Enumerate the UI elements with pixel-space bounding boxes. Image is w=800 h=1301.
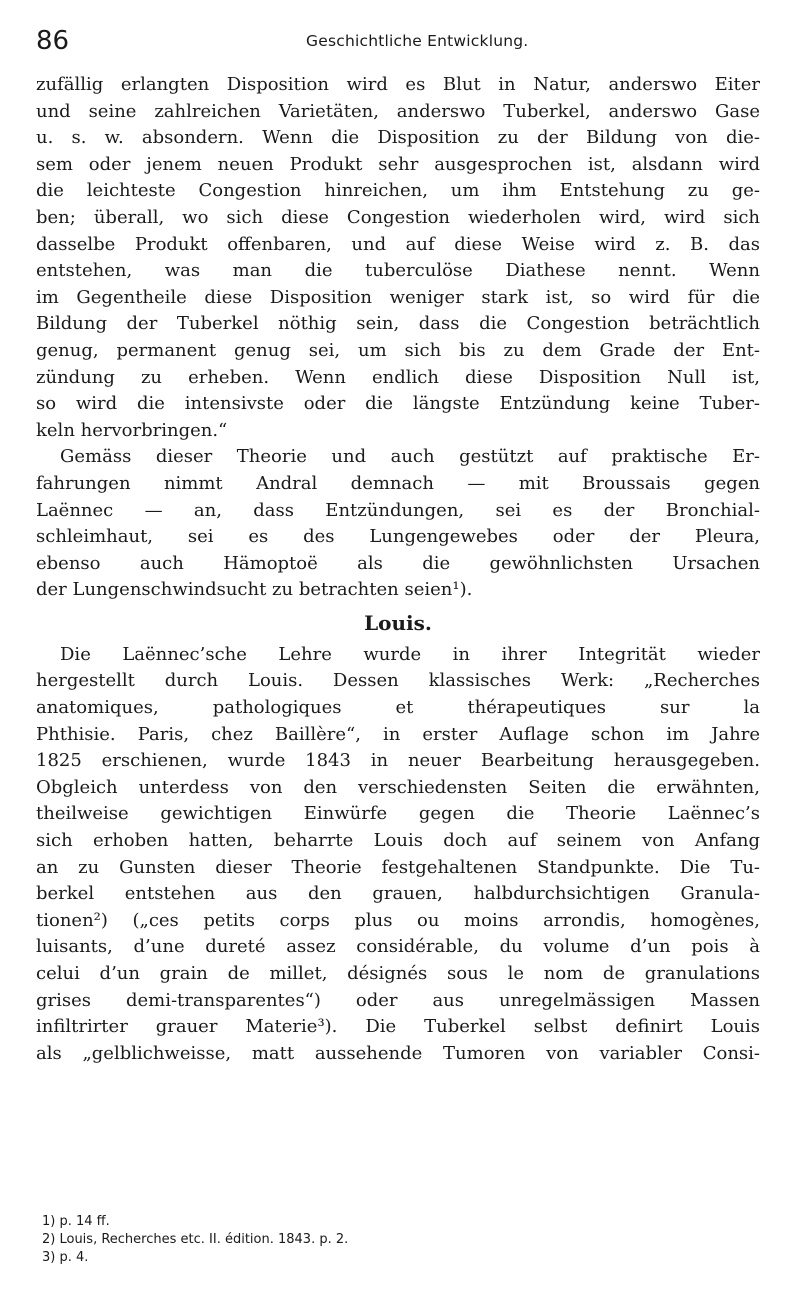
text-line: tionen²) („ces petits corps plus ou moins arrondis, homogènes, xyxy=(36,909,760,931)
text-line: Gemäss dieser Theorie und auch gestützt auf praktische Er- xyxy=(60,446,760,468)
text-line: Obgleich unterdess von den verschiedensten Seiten die erwähnten, xyxy=(36,776,760,798)
paragraph xyxy=(36,444,760,604)
text-line: ben; überall, wo sich diese Congestion wiederholen wird, wird sich xyxy=(36,206,760,228)
text-line: 1825 erschienen, wurde 1843 in neuer Bearbeitung herausgegeben. xyxy=(36,750,760,772)
footnote: 3) p. 4. xyxy=(42,1250,89,1265)
text-line: entstehen, was man die tuberculöse Diathese nennt. Wenn xyxy=(36,260,760,282)
text-line: Die Laënnec’sche Lehre wurde in ihrer Integrität wieder xyxy=(60,643,760,665)
text-line: Laënnec — an, dass Entzündungen, sei es der Bronchial- xyxy=(36,499,760,521)
text-line: genug, permanent genug sei, um sich bis zu dem Grade der Ent- xyxy=(36,339,760,361)
text-line: im Gegentheile diese Disposition weniger stark ist, so wird für die xyxy=(36,286,760,308)
text-line: der Lungenschwindsucht zu betrachten seien¹). xyxy=(36,579,473,601)
text-line: grises demi-transparentes“) oder aus unregelmässigen Massen xyxy=(36,989,760,1011)
text-line: fahrungen nimmt Andral demnach — mit Broussais gegen xyxy=(36,472,760,494)
text-line: und seine zahlreichen Varietäten, anderswo Tuberkel, anderswo Gase xyxy=(36,100,760,122)
footnote: 2) Louis, Recherches etc. II. édition. 1843. p. 2. xyxy=(42,1232,349,1247)
paragraph xyxy=(36,72,760,444)
text-line: keln hervorbringen.“ xyxy=(36,419,228,441)
text-line: zufällig erlangten Disposition wird es Blut in Natur, anderswo Eiter xyxy=(36,74,760,95)
text-line: als „gelblichweisse, matt aussehende Tumoren von variabler Consi- xyxy=(36,1042,760,1064)
paragraph xyxy=(36,642,760,1068)
text-line: zündung zu erheben. Wenn endlich diese Disposition Null ist, xyxy=(36,366,760,388)
text-line: Bildung der Tuberkel nöthig sein, dass die Congestion beträchtlich xyxy=(36,313,760,335)
text-line: an zu Gunsten dieser Theorie festgehaltenen Standpunkte. Die Tu- xyxy=(36,856,760,878)
page-number: 86 xyxy=(36,26,70,56)
text-line: die leichteste Congestion hinreichen, um ihm Entstehung zu ge- xyxy=(36,180,760,202)
text-line: sem oder jenem neuen Produkt sehr ausgesprochen ist, alsdann wird xyxy=(36,153,760,175)
text-line: celui d’un grain de millet, désignés sous le nom de granulations xyxy=(36,963,760,984)
footnotes xyxy=(42,1213,742,1267)
text-line: ebenso auch Hämoptoë als die gewöhnlichsten Ursachen xyxy=(36,552,760,574)
running-head: Geschichtliche Entwicklung. xyxy=(306,32,529,50)
page-header xyxy=(36,26,756,56)
text-line: Phthisie. Paris, chez Baillère“, in erster Auflage schon im Jahre xyxy=(36,723,760,745)
text-line: sich erhoben hatten, beharrte Louis doch auf seinem von Anfang xyxy=(36,830,760,852)
text-line: u. s. w. absondern. Wenn die Disposition zu der Bildung von die- xyxy=(36,127,760,149)
text-line: schleimhaut, sei es des Lungengewebes oder der Pleura, xyxy=(36,526,760,548)
text-line: infiltrirter grauer Materie³). Die Tuberkel selbst definirt Louis xyxy=(36,1016,760,1038)
text-line: hergestellt durch Louis. Dessen klassisches Werk: „Recherches xyxy=(36,670,760,692)
text-line: berkel entstehen aus den grauen, halbdurchsichtigen Granula- xyxy=(36,883,760,905)
body-text xyxy=(36,72,760,1067)
text-line: dasselbe Produkt offenbaren, und auf diese Weise wird z. B. das xyxy=(36,233,760,255)
text-line: anatomiques, pathologiques et thérapeutiques sur la xyxy=(36,697,760,719)
text-line: so wird die intensivste oder die längste Entzündung keine Tuber- xyxy=(36,393,760,415)
text-line: luisants, d’une dureté assez considérable, du volume d’un pois à xyxy=(36,936,760,958)
footnote: 1) p. 14 ff. xyxy=(42,1214,110,1229)
text-line: theilweise gewichtigen Einwürfe gegen die Theorie Laënnec’s xyxy=(36,803,760,825)
section-title: Louis. xyxy=(364,610,432,635)
